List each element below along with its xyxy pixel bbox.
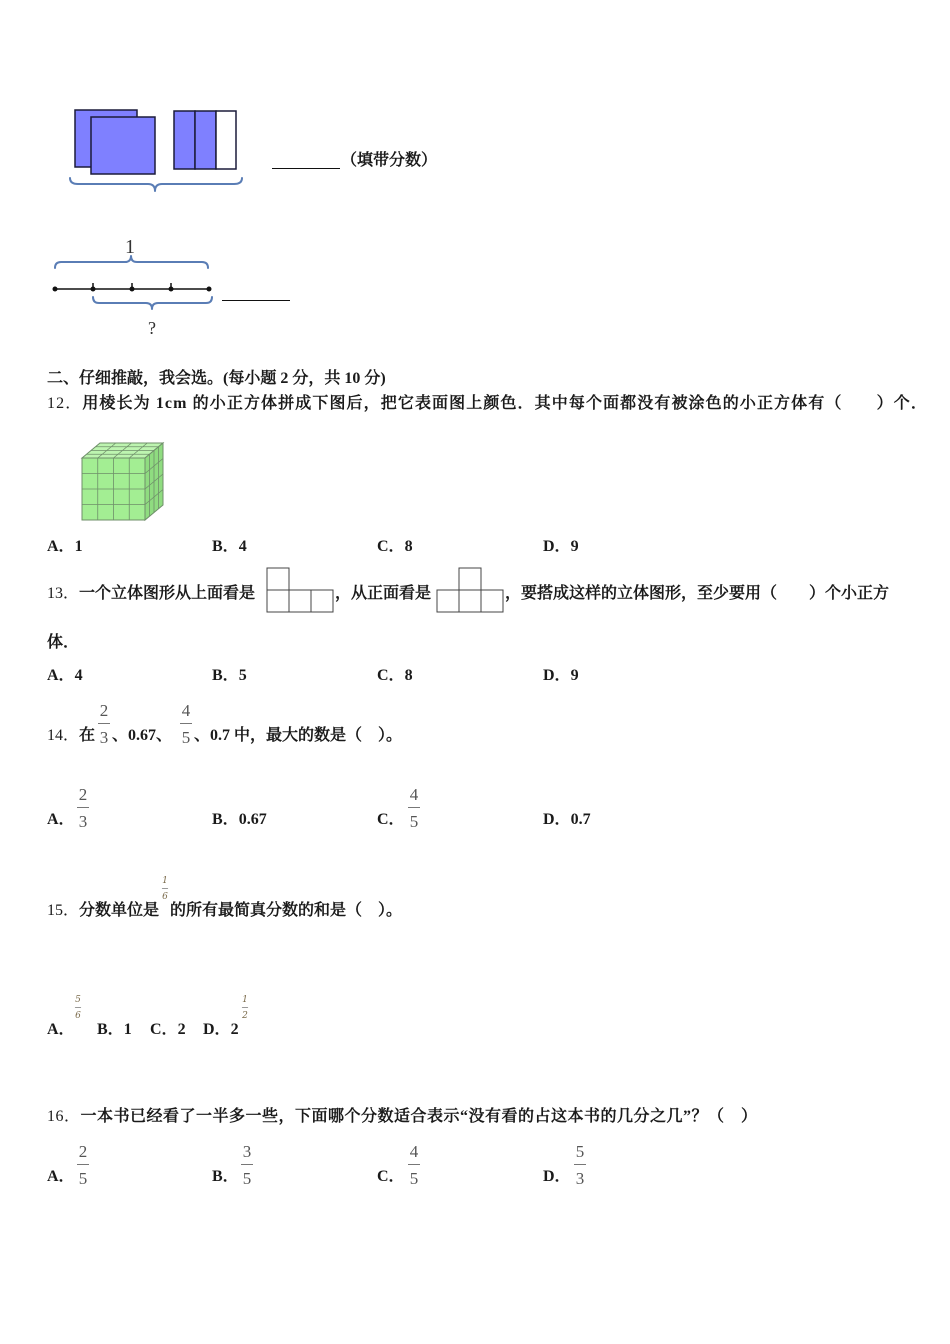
question-text: 分数单位是 xyxy=(79,902,160,919)
q15-option-d-fraction xyxy=(240,995,250,1021)
question-text: 一本书已经看了一半多一些，下面哪个分数适合表示“没有看的占这本书的几分之几”？（ ） xyxy=(80,1108,758,1125)
q13-option-c xyxy=(377,666,413,686)
q14-option-a xyxy=(47,810,75,830)
q16-option-b xyxy=(212,1167,239,1187)
option-value: 2 xyxy=(177,1021,186,1038)
view-square xyxy=(311,590,333,612)
q13-option-d xyxy=(543,666,579,686)
q16-option-c-fraction xyxy=(406,1140,422,1191)
fraction-numerator: 2 xyxy=(99,701,109,720)
cube-right-grid xyxy=(145,447,163,517)
fraction-denominator: 6 xyxy=(162,892,168,902)
option-value: 9 xyxy=(570,538,579,555)
q12-option-c xyxy=(377,537,413,557)
fraction-numerator: 4 xyxy=(409,785,419,804)
number-line-whole-label: 1 xyxy=(125,236,135,258)
view-square xyxy=(267,590,289,612)
number-line-point xyxy=(91,287,96,292)
view-square xyxy=(267,568,289,590)
option-value: 1 xyxy=(74,538,83,555)
blue-square-back xyxy=(75,110,137,167)
q12-option-a xyxy=(47,537,83,557)
fraction-denominator: 6 xyxy=(75,1011,81,1021)
fraction-numerator: 4 xyxy=(181,701,191,720)
q16-option-b-fraction xyxy=(239,1140,255,1191)
top-view-figure xyxy=(267,568,333,612)
fraction-denominator: 3 xyxy=(575,1169,585,1188)
fraction-bar xyxy=(180,723,192,724)
q14-option-b xyxy=(212,810,267,830)
q13-stem-part1 xyxy=(47,584,255,604)
fraction-denominator: 5 xyxy=(409,812,419,831)
q13-option-b xyxy=(212,666,247,686)
fraction-denominator: 3 xyxy=(99,728,109,747)
q15-option-a-fraction xyxy=(73,995,83,1021)
q13-stem-part4: 体． xyxy=(47,634,80,651)
q15-option-b xyxy=(97,1020,132,1040)
option-letter: D． xyxy=(543,667,571,684)
q14-option-a-fraction xyxy=(75,783,91,834)
option-letter: A． xyxy=(47,538,75,555)
view-square xyxy=(459,590,481,612)
fraction-denominator: 5 xyxy=(78,1169,88,1188)
view-square xyxy=(481,590,503,612)
q15-stem-part2: 的所有最简真分数的和是（ ）。 xyxy=(170,902,403,919)
view-square xyxy=(459,568,481,590)
option-letter: A． xyxy=(47,811,75,828)
q14-stem-part2: 、0.67、 xyxy=(112,727,173,744)
mixed-number-figure xyxy=(70,110,242,191)
fraction-bar xyxy=(75,1007,81,1008)
question-number: 14． xyxy=(47,727,80,744)
question-number: 13． xyxy=(47,585,80,602)
option-letter: C． xyxy=(377,1168,405,1185)
option-value: 9 xyxy=(570,667,579,684)
q12-option-b xyxy=(212,537,247,557)
q16-stem xyxy=(47,1107,758,1127)
option-value: 2 xyxy=(230,1021,239,1038)
fraction-bar xyxy=(241,1164,253,1165)
fraction-denominator: 2 xyxy=(242,1011,248,1021)
option-letter: D． xyxy=(203,1021,231,1038)
answer-blank xyxy=(272,168,340,169)
q14-stem-part3: 、0.7 中，最大的数是（ ）。 xyxy=(194,727,403,744)
option-value: 8 xyxy=(404,667,413,684)
question-number: 15． xyxy=(47,902,80,919)
fraction-denominator: 5 xyxy=(242,1169,252,1188)
fraction-denominator: 3 xyxy=(78,812,88,831)
option-letter: C． xyxy=(377,667,405,684)
brace-under-shapes xyxy=(70,178,242,191)
view-square xyxy=(289,590,311,612)
fraction-numerator: 1 xyxy=(162,876,168,886)
fraction-bar xyxy=(408,1164,420,1165)
cube-top-grid xyxy=(87,443,159,458)
mixed-number-hint: （填带分数） xyxy=(341,152,438,169)
fraction-numerator: 5 xyxy=(575,1142,585,1161)
q13-stem-part2: ，从正面看是 xyxy=(335,585,432,602)
option-letter: B． xyxy=(212,667,239,684)
option-value: 0.67 xyxy=(238,811,267,828)
question-text: 在 xyxy=(79,727,96,744)
q12-stem xyxy=(47,394,928,414)
option-letter: C． xyxy=(150,1021,178,1038)
fraction xyxy=(178,699,194,750)
brace-unknown xyxy=(93,297,212,309)
question-text: 一个立体图形从上面看是 xyxy=(79,585,256,602)
q16-option-d-fraction xyxy=(572,1140,588,1191)
number-line-unknown-label: ? xyxy=(148,318,156,338)
option-value: 0.7 xyxy=(570,811,591,828)
option-value: 8 xyxy=(404,538,413,555)
fraction-bar xyxy=(77,1164,89,1165)
number-line-point xyxy=(130,287,135,292)
cube-top-face xyxy=(82,443,163,458)
q14-option-d xyxy=(543,810,591,830)
fraction-denominator: 5 xyxy=(181,728,191,747)
option-letter: B． xyxy=(212,811,239,828)
cube-front-grid xyxy=(82,458,145,520)
option-letter: C． xyxy=(377,538,405,555)
number-line-point xyxy=(169,287,174,292)
unit-fraction xyxy=(160,876,170,902)
fraction-bar xyxy=(98,723,110,724)
q12-option-d xyxy=(543,537,579,557)
green-cube-figure xyxy=(82,443,163,520)
q16-option-c xyxy=(377,1167,405,1187)
bar-part-2-shaded xyxy=(195,111,216,169)
q16-option-d xyxy=(543,1167,571,1187)
option-letter: D． xyxy=(543,538,571,555)
fraction-numerator: 4 xyxy=(409,1142,419,1161)
option-letter: D． xyxy=(543,1168,571,1185)
option-letter: A． xyxy=(47,1021,75,1038)
answer-blank xyxy=(222,300,290,301)
section-title: 二、仔细推敲，我会选。(每小题 2 分，共 10 分) xyxy=(47,370,386,387)
q13-stem-part3: ，要搭成这样的立体图形，至少要用（ ）个小正方 xyxy=(505,585,890,602)
blue-square-front xyxy=(91,117,155,174)
fraction-numerator: 5 xyxy=(75,995,81,1005)
fraction-numerator: 2 xyxy=(78,785,88,804)
fraction-bar xyxy=(574,1164,586,1165)
q14-option-c-fraction xyxy=(406,783,422,834)
q15-option-a xyxy=(47,1020,75,1040)
option-value: 1 xyxy=(123,1021,132,1038)
fraction-numerator: 1 xyxy=(242,995,248,1005)
q15-stem-part1 xyxy=(47,901,159,921)
q14-stem-part1 xyxy=(47,726,95,746)
option-letter: B． xyxy=(212,538,239,555)
option-value: 4 xyxy=(238,538,247,555)
q16-option-a xyxy=(47,1167,75,1187)
cube-right-face xyxy=(145,443,163,520)
fraction xyxy=(96,699,112,750)
front-view-figure xyxy=(437,568,503,612)
option-value: 4 xyxy=(74,667,83,684)
fraction-denominator: 5 xyxy=(409,1169,419,1188)
number-line-point xyxy=(53,287,58,292)
view-square xyxy=(437,590,459,612)
q15-option-d xyxy=(203,1020,239,1040)
bar-part-1-shaded xyxy=(174,111,195,169)
option-letter: B． xyxy=(97,1021,124,1038)
cube-front-face xyxy=(82,458,145,520)
fraction-bar xyxy=(162,888,168,889)
option-letter: D． xyxy=(543,811,571,828)
number-line-point xyxy=(207,287,212,292)
number-line-figure xyxy=(53,256,213,309)
fraction-bar xyxy=(408,807,420,808)
q15-option-c xyxy=(150,1020,186,1040)
bar-part-3-empty xyxy=(216,111,236,169)
option-letter: A． xyxy=(47,1168,75,1185)
q14-option-c xyxy=(377,810,405,830)
question-number: 16． xyxy=(47,1108,81,1125)
option-letter: B． xyxy=(212,1168,239,1185)
option-letter: C． xyxy=(377,811,405,828)
fraction-numerator: 2 xyxy=(78,1142,88,1161)
option-letter: A． xyxy=(47,667,75,684)
q16-option-a-fraction xyxy=(75,1140,91,1191)
question-number: 12． xyxy=(47,395,83,412)
fraction-bar xyxy=(77,807,89,808)
question-text: 用棱长为 1cm 的小正方体拼成下图后，把它表面图上颜色．其中每个面都没有被涂色的小正方体有（ ）个． xyxy=(82,395,928,412)
q13-option-a xyxy=(47,666,83,686)
option-value: 5 xyxy=(238,667,247,684)
fraction-numerator: 3 xyxy=(242,1142,252,1161)
fraction-bar xyxy=(242,1007,248,1008)
